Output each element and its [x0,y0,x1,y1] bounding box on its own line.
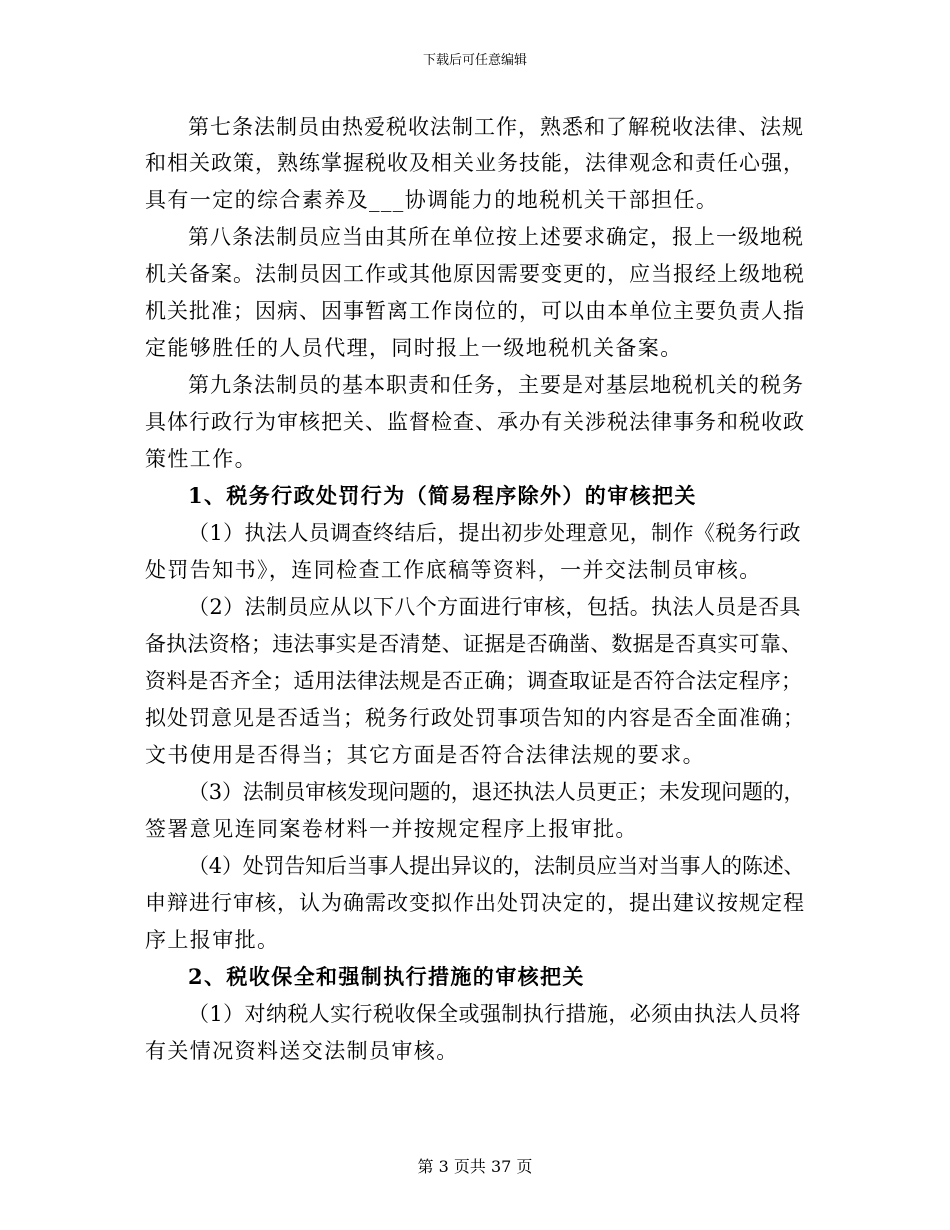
paragraph-line: （2）法制员应从以下八个方面进行审核，包括。执法人员是否具 [188,595,801,619]
paragraph-line: 第九条法制员的基本职责和任务，主要是对基层地税机关的税务 [188,373,804,397]
paragraph-line: （4）处罚告知后当事人提出异议的，法制员应当对当事人的陈述、 [188,854,805,878]
page-footer: 第 3 页共 37 页 [417,1157,533,1176]
page-header: 下载后可任意编辑 [422,53,527,68]
paragraph-line: 文书使用是否得当；其它方面是否符合法律法规的要求。 [145,743,705,767]
section-heading: 1、税务行政处罚行为（简易程序除外）的审核把关 [188,483,697,508]
paragraph-line: （3）法制员审核发现问题的，退还执法人员更正；未发现问题的， [188,780,805,804]
paragraph-line: 备执法资格；违法事实是否清楚、证据是否确凿、数据是否真实可靠、 [145,632,803,656]
paragraph-line: 定能够胜任的人员代理，同时报上一级地税机关备案。 [145,336,683,360]
paragraph-line: 序上报审批。 [145,928,280,952]
paragraph-line: 机关批准；因病、因事暂离工作岗位的，可以由本单位主要负责人指 [145,299,805,323]
paragraph-line: 资料是否齐全；适用法律法规是否正确；调查取证是否符合法定程序； [145,669,803,693]
paragraph-line: 具有一定的综合素养及___协调能力的地税机关干部担任。 [145,188,719,212]
paragraph-line: （1）执法人员调查终结后，提出初步处理意见，制作《税务行政 [188,521,801,545]
paragraph-line: 有关情况资料送交法制员审核。 [145,1039,459,1063]
paragraph-line: 策性工作。 [145,447,257,471]
paragraph-line: 和相关政策，熟练掌握税收及相关业务技能，法律观念和责任心强， [145,151,805,175]
paragraph-line: 拟处罚意见是否适当；税务行政处罚事项告知的内容是否全面准确； [145,706,805,730]
paragraph-line: 申辩进行审核，认为确需改变拟作出处罚决定的，提出建议按规定程 [145,891,805,915]
paragraph-line: 处罚告知书》，连同检查工作底稿等资料，一并交法制员审核。 [145,558,762,582]
section-heading: 2、税收保全和强制执行措施的审核把关 [188,964,585,989]
paragraph-line: （1）对纳税人实行税收保全或强制执行措施，必须由执法人员将 [188,1002,801,1026]
paragraph-line: 第七条法制员由热爱税收法制工作，熟悉和了解税收法律、法规 [188,115,804,139]
paragraph-line: 机关备案。法制员因工作或其他原因需要变更的，应当报经上级地税 [145,262,805,286]
paragraph-line: 第八条法制员应当由其所在单位按上述要求确定，报上一级地税 [188,225,804,249]
paragraph-line: 具体行政行为审核把关、监督检查、承办有关涉税法律事务和税收政 [145,410,805,434]
paragraph-line: 签署意见连同案卷材料一并按规定程序上报审批。 [145,817,638,841]
